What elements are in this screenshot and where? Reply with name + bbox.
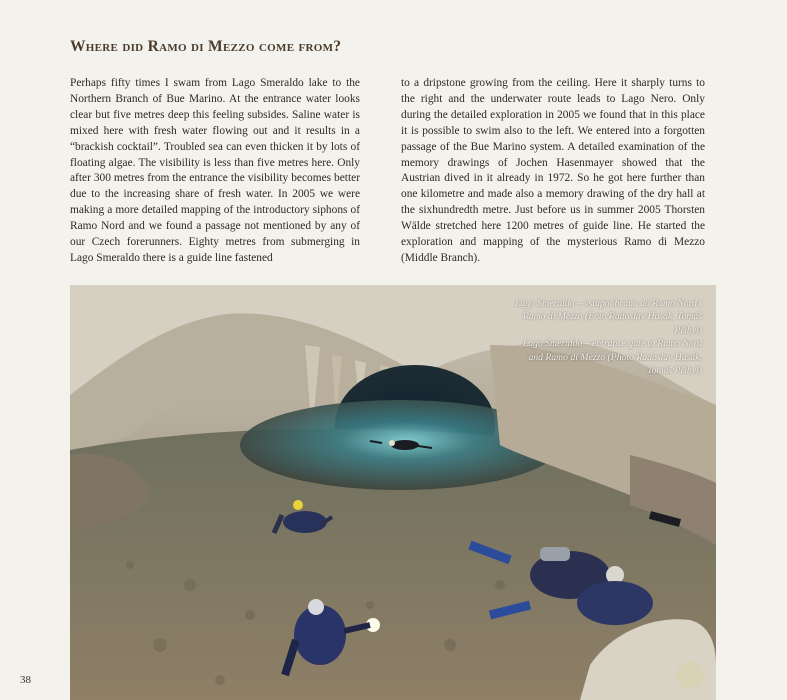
photo-caption-english: Lago Smeraldo – entrance gate to Ramo Nord and Ramo di Mezzo (Photo Radoslav Husák, Tomáš Přibyl) bbox=[522, 338, 702, 377]
photo-caption-czech: Lago Smeraldo – vstupní brána do Ramo Nord i Ramo di Mezzo (Foto Radoslav Husák, Tomáš Přibyl) bbox=[515, 298, 702, 336]
text-column-left: Perhaps fifty times I swam from Lago Smeraldo lake to the Northern Branch of Bue Marino. At the entrance water looks clear but five metres deep this feeling subsides. Saline water is mixed here with fresh water flowing out and it results in a “brackish cocktail”. Troubled sea can even thicken it by lots of floating algae. The visibility is less than five metres here. Only after 300 metres from the entrance the visibility becomes better due to the increasing share of fresh water. In 2005 we were making a more detailed mapping of the introductory siphons of Ramo Nord and we found a passage not mentioned by any of our Czech forerunners. Eighty metres from submerging in Lago Smeraldo there is a guide line fastened bbox=[70, 77, 360, 264]
photo-caption bbox=[512, 297, 702, 377]
section-heading: Where did Ramo di Mezzo come from? bbox=[70, 38, 342, 55]
cave-diving-photo bbox=[70, 285, 716, 700]
page-number: 38 bbox=[20, 674, 31, 686]
text-column-right: to a dripstone growing from the ceiling. Here it sharply turns to the right and the underwater route leads to Lago Nero. Only during the detailed exploration in 2005 we found that in this place it is possible to swim also to the left. We entered into a forgotten passage of the Bue Marino system. A detailed examination of the memory drawings of Jochen Hasenmayer showed that the Austrian dived in it already in 1972. So he got here further than one kilometre and made also a memory drawing of the dry hall at the sixhundredth metre. Just before us in summer 2005 Thorsten Wälde stretched here 1200 metres of guide line. He started the exploration and mapping of the mysterious Ramo di Mezzo (Middle Branch). bbox=[401, 77, 705, 264]
